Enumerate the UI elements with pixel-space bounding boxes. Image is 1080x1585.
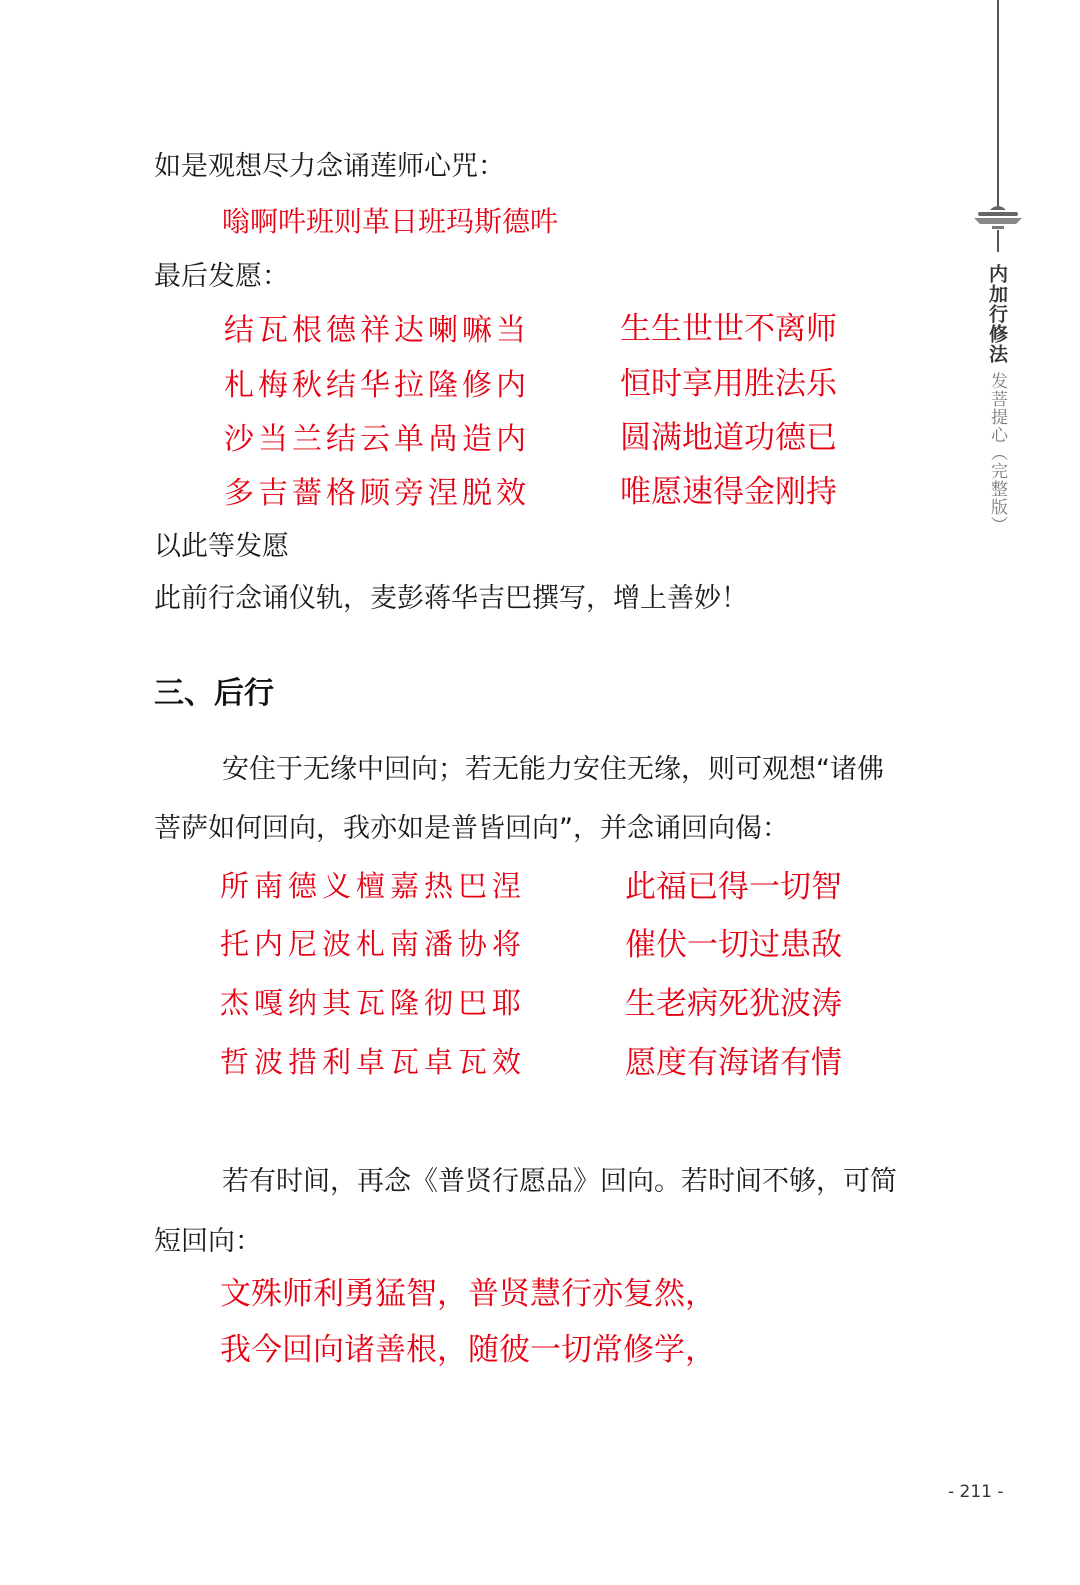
final-verse-2: 我今回向诸善根，随彼一切常修学， [220,1332,716,1368]
sidebar-chapter-subtitle: 发菩提心（完整版） [987,372,1007,534]
dedication-verse-right-3: 生老病死犹波涛 [625,986,842,1022]
dedication-verse-left-2: 托内尼波札南潘协将 [220,927,527,961]
wish-verse-right-2: 恒时享用胜法乐 [620,366,837,402]
wish-verse-right-4: 唯愿速得金刚持 [620,474,837,510]
short-dedication-line-1: 若有时间，再念《普贤行愿品》回向。若时间不够，可简 [222,1166,897,1197]
section-heading: 三、后行 [154,676,274,711]
dedication-verse-left-3: 杰嘎纳其瓦隆彻巴耶 [220,986,527,1020]
dedication-verse-left-4: 哲波措利卓瓦卓瓦效 [220,1045,527,1079]
closing-line-1: 以此等发愿 [154,531,289,562]
page-number: - 211 - [948,1482,1004,1502]
wish-verse-right-3: 圆满地道功德已 [620,420,837,456]
dedication-verse-left-1: 所南德义檀嘉热巴涅 [220,869,527,903]
short-dedication-line-2: 短回向： [154,1226,262,1257]
stupa-ornament-icon [972,196,1024,252]
closing-line-2: 此前行念诵仪轨，麦彭蒋华吉巴撰写，增上善妙！ [154,583,748,614]
guru-mantra: 嗡啊吽班则革日班玛斯德吽 [222,205,559,238]
dedication-verse-right-1: 此福已得一切智 [625,869,842,905]
intro-text: 如是观想尽力念诵莲师心咒： [154,151,505,182]
sidebar-divider-line [997,0,999,200]
wish-verse-left-3: 沙当兰结云单咼造内 [224,422,530,457]
final-verse-1: 文殊师利勇猛智，普贤慧行亦复然， [220,1276,716,1312]
dedication-paragraph-line-2: 菩萨如何回向，我亦如是普皆回向”，并念诵回向偈： [154,813,789,844]
wish-verse-left-1: 结瓦根德祥达喇嘛当 [224,313,530,348]
wish-verse-right-1: 生生世世不离师 [620,311,837,347]
wish-verse-left-2: 札梅秋结华拉隆修内 [224,368,530,403]
sidebar-chapter-title: 内加行修法 [986,264,1008,364]
dedication-verse-right-2: 催伏一切过患敌 [625,927,842,963]
wish-verse-left-4: 多吉薔格顾旁涅脱效 [224,476,530,511]
dedication-paragraph-line-1: 安住于无缘中回向；若无能力安住无缘，则可观想“诸佛 [222,754,884,785]
dedication-verse-right-4: 愿度有海诸有情 [625,1045,842,1081]
wish-label: 最后发愿： [154,261,289,292]
